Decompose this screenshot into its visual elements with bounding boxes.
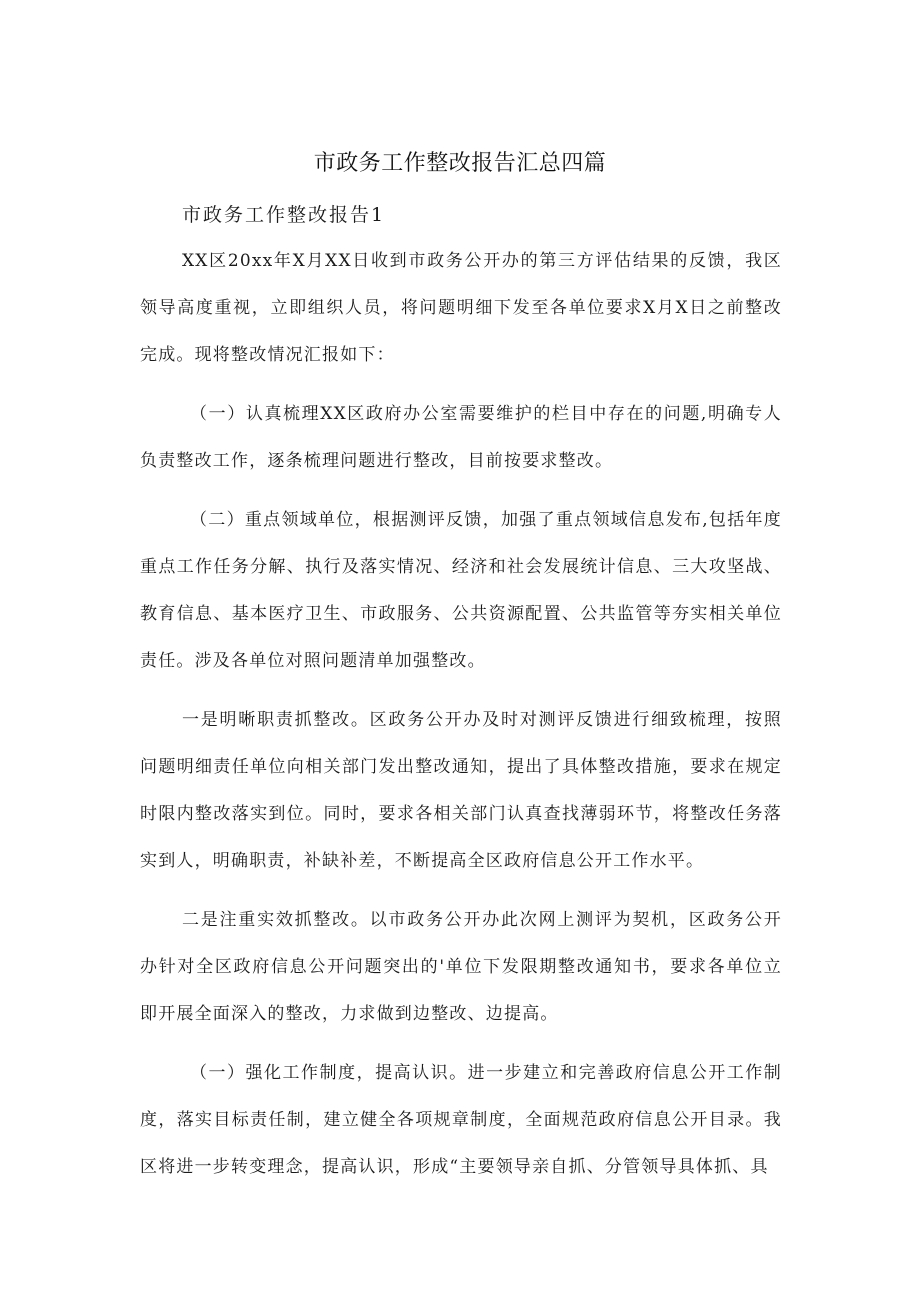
paragraph: （二）重点领域单位，根据测评反馈，加强了重点领域信息发布,包括年度重点工作任务分解、执行及落实情况、经济和社会发展统计信息、三大攻坚战、教育信息、基本医疗卫生、市政服务、公共资源配置、公共监管等夯实相关单位责任。涉及各单位对照问题清单加强整改。 (140, 510, 782, 671)
paragraph: 一是明晰职责抓整改。区政务公开办及时对测评反馈进行细致梳理，按照问题明细责任单位向相关部门发出整改通知，提出了具体整改措施，要求在规定时限内整改落实到位。同时，要求各相关部门认真查找薄弱环节，将整改任务落实到人，明确职责，补缺补差，不断提高全区政府信息公开工作水平。 (140, 710, 782, 871)
document-title: 市政务工作整改报告汇总四篇 (313, 151, 607, 176)
paragraph: 二是注重实效抓整改。以市政务公开办此次网上测评为契机，区政务公开办针对全区政府信息公开问题突出的'单位下发限期整改通知书，要求各单位立即开展全面深入的整改，力求做到边整改、边提高。 (140, 910, 782, 1024)
paragraph: （一）强化工作制度，提高认识。进一步建立和完善政府信息公开工作制度，落实目标责任制，建立健全各项规章制度，全面规范政府信息公开目录。我区将进一步转变理念，提高认识，形成“主要领导亲自抓、分管领导具体抓、具 (140, 1063, 782, 1177)
paragraph: （一）认真梳理XX区政府办公室需要维护的栏目中存在的问题,明确专人负责整改工作，逐条梳理问题进行整改，目前按要求整改。 (140, 404, 782, 471)
section-title: 市政务工作整改报告1 (182, 204, 386, 226)
paragraph: XX区20xx年X月XX日收到市政务公开办的第三方评估结果的反馈，我区领导高度重视，立即组织人员，将问题明细下发至各单位要求X月X日之前整改完成。现将整改情况汇报如下： (140, 251, 782, 365)
document-body (140, 238, 782, 1203)
